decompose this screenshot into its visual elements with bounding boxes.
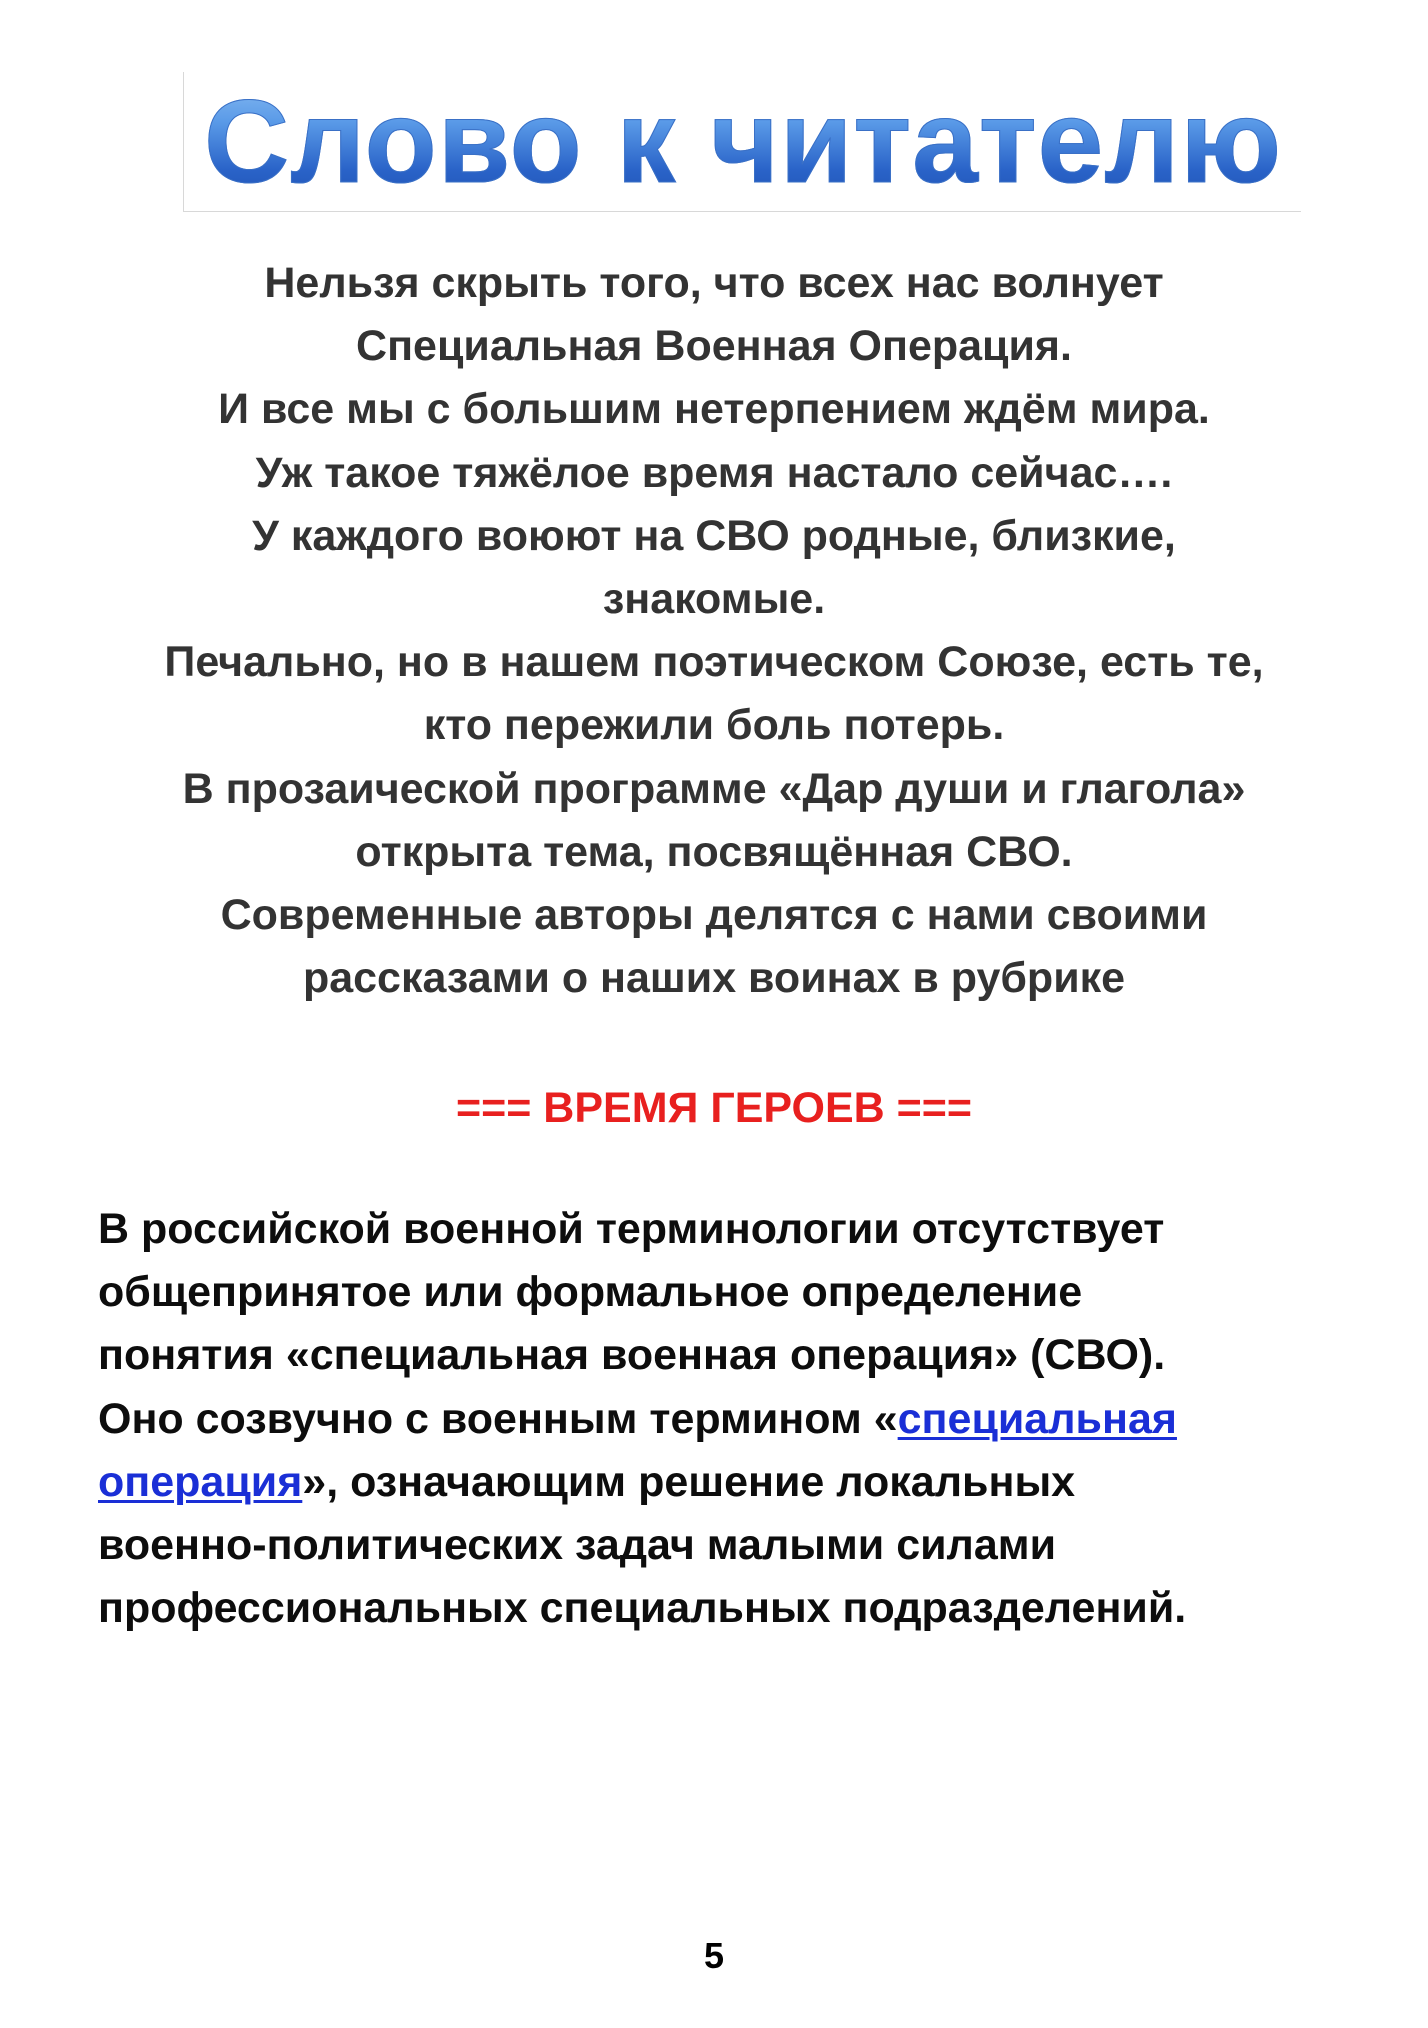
definition-text: », означающим решение локальных (302, 1457, 1076, 1506)
intro-line: И все мы с большим нетерпением ждём мира. (218, 385, 1210, 434)
definition-line: понятия «специальная военная операция» (СВО). (98, 1331, 1166, 1380)
definition-text: Оно созвучно с военным термином « (98, 1394, 898, 1443)
page-number: 5 (703, 1935, 725, 1976)
definition-line: профессиональных специальных подразделений. (98, 1584, 1187, 1633)
definition-line: военно-политических задач малыми силами (98, 1521, 1057, 1570)
intro-line: знакомые. (602, 575, 826, 624)
title-banner (183, 72, 1301, 212)
definition-line: общепринятое или формальное определение (98, 1268, 1083, 1317)
intro-line: В прозаической программе «Дар души и глагола» (182, 764, 1246, 813)
intro-line: открыта тема, посвящённая СВО. (355, 827, 1073, 876)
intro-line: Печально, но в нашем поэтическом Союзе, есть те, (164, 638, 1264, 687)
intro-line: рассказами о наших воинах в рубрике (302, 954, 1126, 1003)
intro-line: кто пережили боль потерь. (423, 701, 1005, 750)
intro-line: Уж такое тяжёлое время настало сейчас…. (255, 448, 1173, 497)
page-title: Слово к читателю (184, 72, 1302, 212)
definition-paragraph (98, 1198, 1348, 1640)
special-operation-link-continued[interactable]: операция (98, 1457, 303, 1506)
intro-line: Нельзя скрыть того, что всех нас волнует (264, 259, 1164, 307)
definition-line (98, 1451, 1348, 1514)
intro-line: Специальная Военная Операция. (356, 322, 1072, 371)
definition-line: В российской военной терминологии отсутствует (98, 1205, 1165, 1253)
intro-paragraph (60, 252, 1368, 1010)
intro-line: Современные авторы делятся с нами своими (220, 891, 1208, 940)
definition-line (98, 1388, 1348, 1451)
rubric-heading: === ВРЕМЯ ГЕРОЕВ === (456, 1084, 972, 1132)
special-operation-link[interactable]: специальная (897, 1394, 1177, 1443)
intro-line: У каждого воюют на СВО родные, близкие, (252, 511, 1176, 560)
